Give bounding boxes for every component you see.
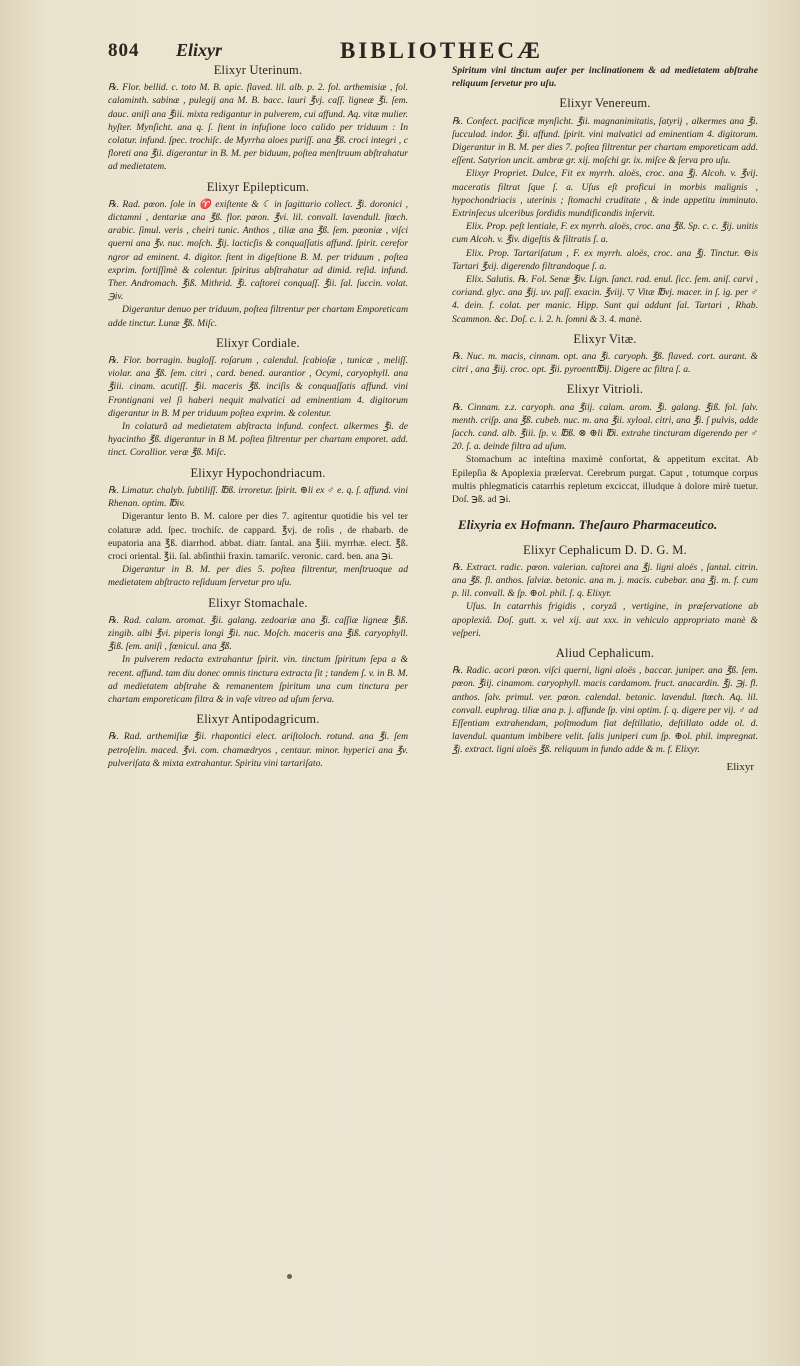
recipe-paragraph: ℞. Flor. bellid. c. toto M. B. apic. flaved. lil. alb. p. 2. fol. arthemisiæ , fol. calaminth. sabinæ , pulegij ana M. B. bacc. lauri ℥vj. caſſ. ligneæ ℥i. ſem. dauc. aniſi ana ℥iii. mixta redigantur in pulverem, cui affund. Aq. vitæ mulier. hyſter. Mynſicht. ana q. ſ. ſtent in infuſione loco calido per triduum : In colatur. infund. ſpec. trochiſc. de Myrrha aloes puriſſ. ana ℥ß. croci integri , c floreti ana ℥ii. digerantur in B. M. per biduum, poſtea menſtruum abſtrahatur ad medietatem. <box>108 82 408 173</box>
left-column <box>108 64 408 770</box>
recipe-paragraph: In pulverem redacta extrahantur ſpirit. vin. tinctum ſpiritum ſepa a & recent. affund. tam diu donec omnis tinctura extracta ſit ; tandem ſ. v. in B. M. ad medietatem abſtrahe & remanentem ſpiritum una cum tinctura per chartam emporeticam filtra & in vaſe vitreo ad uſum ſerva. <box>108 654 408 705</box>
section-title: Elixyr Epilepticum. <box>206 179 310 194</box>
section-title: Elixyr Hypochondriacum. <box>190 465 326 480</box>
catchword: Elixyr <box>726 760 754 773</box>
recipe-paragraph: ℞. Confect. pacificæ mynſicht. ℥ii. magnanimitatis, ſatyrij , alkermes ana ℥i. ſucculad. indor. ℥ii. affund. ſpirit. vini malvatici ad eminentiam 4. digitorum. Digerantur in B. M. per dies 7. poſtea filtrentur per chartam emporeticam add. eſſent. Satyrion uncit. ambræ gr. xij. moſchi gr. ix. miſce & ſerva pro uſu. <box>452 115 758 167</box>
section-title: Elixyr Venereum. <box>559 96 651 111</box>
page-number: 804 <box>108 40 140 61</box>
section-title: Elixyr Vitæ. <box>573 331 637 346</box>
recipe-paragraph: ℞. Nuc. m. macis, cinnam. opt. ana ℥i. caryoph. ℥ß. flaved. cort. aurant. & citri , ana ℥iij. croc. opt. ℥ii. pyroentt℔ij. Digere ac filtra ſ. a. <box>452 351 758 376</box>
recipe-paragraph: Elixyr Propriet. Dulce, Fit ex myrrh. aloës, croc. ana ℥j. Alcoh. v. ℥vij. maceratis filtrat ſque ſ. a. Uſus eſt proficui in morbis malignis , hypochondriacis , uterinis ; ſtomachi cruditate , & inde appetitu imminuto. Extrinſecus ulceribus ſordidis mundificandis inſervit. <box>452 168 758 220</box>
ink-dot <box>287 1274 292 1279</box>
section-title: Elixyr Antipodagricum. <box>196 712 320 727</box>
recipe-paragraph: Uſus. In catarrhis frigidis , coryzâ , vertigine, in præſervatione ab apoplexiâ. Doſ. gutt. x. vel xij. aut xxx. in vehiculo appropriato manè & veſperi. <box>452 601 758 639</box>
section-title: Elixyr Vitrioli. <box>566 382 644 397</box>
recipe-paragraph: ℞. Cinnam. z.z. caryoph. ana ℥iij. calam. arom. ℥i. galang. ℥iß. fol. ſalv. menth. criſp. ana ℥ß. cubeb. nuc. m. ana ℥ii. xyloal. citri, ana ℥i. ſ pulvis, adde ſacch. cand. alb. ℥iii. ſp. v. ℔ß. ⊗ ⊕li ℔i. extrahe tincturam digerendo per ♂ 20. ſ. a. deinde filtra ad uſum. <box>452 401 758 453</box>
recipe-paragraph: ℞. Limatur. chalyb. ſubtiliſſ. ℔ß. irroretur. ſpirit. ⊕li ex ♂ e. q. ſ. affund. vini Rhenan. optim. ℔iv. <box>108 484 408 510</box>
recipe-paragraph: ℞. Rad. calam. aromat. ℥ii. galang. zedoariæ ana ℥i. caſſiæ ligneæ ℥iß. zingib. albi ℥vi. piperis longi ℥ii. nuc. Moſch. maceris ana ℥iß. caryophyll. ℥iß. ſem. aniſi , fœnicul. ana ℥ß. <box>108 614 408 653</box>
recipe-paragraph: Digerantur in B. M. per dies 5. poſtea filtrentur, menſtruoque ad medietatem abſtracto reſiduum ſervetur pro uſu. <box>108 564 408 589</box>
section-heading: Elixyria ex Hofmann. Theſauro Pharmaceutico. <box>458 517 718 533</box>
recipe-paragraph: ℞. Rad. arthemiſiæ ℥ii. rhapontici elect. ariſtoloch. rotund. ana ℥i. ſem petroſelin. maced. ℥vi. com. chamædryos , centaur. minor. hyperici ana ℥v. pulveriſata & mixta extrahantur. Spiritu vini tartariſato. <box>108 731 408 769</box>
recipe-paragraph: Digerantur lento B. M. calore per dies 7. agitentur quotidie bis vel ter colaturæ add. ſpec. trochiſc. de cappard. ℥vj. de roſis , de rhabarb. de eupatoria ana ℥ß. diarrhod. abbat. diatr. ſantal. ana ℥iii. myrrhæ. elect. ℥ß. croci oriental. ℥ii. ſal. abſinthii fraxin. tamariſc. veronic. card. ben. ana ℈i. <box>108 511 408 562</box>
section-title: Elixyr Cephalicum D. D. G. M. <box>523 542 687 557</box>
section-title: Elixyr Stomachale. <box>208 595 308 610</box>
recipe-paragraph: ℞. Extract. radic. pœon. valerian. caſtorei ana ℥j. ligni aloës , ſantal. citrin. ana ℥ß. fl. anthos. ſalviæ. betonic. ana m. j. macis. cubebar. ana ℥j. m. f. cum p. lil. convall. & ſp. ⊕ol. phil. ſ. q. Elixyr. <box>452 561 758 600</box>
recipe-paragraph: Digerantur denuo per triduum, poſtea filtrentur per chartam Emporeticam adde tinctur. Lunæ ℥ß. Miſc. <box>108 304 408 329</box>
right-column <box>452 64 758 774</box>
recipe-paragraph: Spiritum vini tinctum aufer per inclinationem & ad medietatem abſtrahe reliquum ſervetur pro uſu. <box>452 65 758 90</box>
recipe-paragraph: ℞. Rad. pœon. ſole in ♈ exiſtente & ☾ in ſagittario collect. ℥i. doronici , dictamni , dentariæ ana ℥ß. flor. pœon. ℥vi. lil. convall. lavendull. ſtœch. arabic. ſimul. veris , cheiri tunic. Anthos , tiliæ ana ℥ß. ſem. pœoniæ , viſci querni ana ℥v. nuc. moſch. ℥ij. lacticſis & conquaſſatis affund. ſpirit. cerefor ngror ad eminent. 4. digitor. ſtent in digeſtione B. M. per triduum , poſtea exprim. fortiſſimè & colentur. ſpiritus abſtrahatur ad dimid. reſid. infund. Ther. Andromach. ℥iß. Mithrid. ℥i. caſtorei conquaſſ. ℥ii. ſal. ſuccin. volat. ℈iv. <box>108 198 408 303</box>
recipe-paragraph: ℞. Flor. borragin. bugloſſ. roſarum , calendul. ſcabioſæ , tunicæ , meliſſ. violar. ana ℥ß. ſem. citri , card. bened. aurantior , Ocymi, caryophyll. ana ℥iii. cinam. acutiſſ. ℥ii. maceris ℥ß. inciſis & conquaſſatis affund. vini Frontignani vel ſi haberi nequit malvatici ad eminentiam 4. digitorum digerantur in B. M per triduum poſtea exprim. & colentur. <box>108 355 408 419</box>
section-title: Elixyr Cordiale. <box>216 335 300 350</box>
section-title: Aliud Cephalicum. <box>555 645 655 660</box>
section-title: Elixyr Uterinum. <box>213 63 303 77</box>
recipe-paragraph: Elix. Prop. Tartariſatum , F. ex myrrh. aloës, croc. ana ℥j. Tinctur. ⊖is Tartari ℥xij. digerendo filtrandoque ſ. a. <box>452 247 758 272</box>
running-head: Elixyr <box>176 40 223 60</box>
page-header <box>108 38 748 66</box>
recipe-paragraph: Stomachum ac inteſtina maximè confortat, & appetitum excitat. Ab Epilepſia & Apoplexia præſervat. Cerebrum purgat. Caput , totumque corpus multis phlegmaticis catarrhis repletum exciccat, illudque à dolore mirè tuetur. Doſ. ℈ß. ad ℈i. <box>452 454 758 506</box>
recipe-paragraph: Elix. Salutis. ℞. Fol. Senæ ℥iv. Lign. ſanct. rad. enul. ſicc. ſem. aniſ. carvi , coriand. glyc. ana ℥ij. uv. paſſ. exacin. ℥viij. ▽ Vitæ ℔vj. macer. in ſ. ig. per ♂ 4. dein. f. colat. per manic. Hipp. Sunt qui addunt ſal. Tartari , Rhab. Scammon. &c. Doſ. c. i. 2. h. ſomni & 3. 4. manè. <box>452 274 758 325</box>
header-title: BIBLIOTHECÆ <box>340 38 543 63</box>
recipe-paragraph: In colaturâ ad medietatem abſtracta infund. confect. alkermes ℥i. de hyacintho ℥ß. digerantur in B M. poſtea filtrentur per chartam emporet. add. tinct. Corallior. veræ ℥ß. Miſc. <box>108 421 408 459</box>
recipe-paragraph: ℞. Radic. acori pœon. viſci querni, ligni aloës , baccar. juniper. ana ℥ß. ſem. pœon. ℥iij. cinamom. caryophyll. macis cardamom. fruct. anacardin. ℥j. ℈j. fl. anthos. ſalv. primul. ver. pœon. calendal. betonic. lavendul. ſtœch. Aq. lil. convall. euphrag. tiliæ ana p. j. affunde ſp. vini optim. ſ. q. digere per vij. ♂ ad Eſſentiam extrahendam, poſtmodum fiat deſtillatio, deſtillato adde ol. d. lavendul. quantum imbibere velit. ſalis juniperi cum ſp. ⊕ol. phil. impregnat. ℥j. extract. ligni aloës ℥ß. reliquum in fundo adde & m. f. Elixyr. <box>452 665 758 756</box>
recipe-paragraph: Elix. Prop. peſt lentiale, F. ex myrrh. aloës, croc. ana ℥ß. Sp. c. c. ℥ij. unitis cum Alcoh. v. ℥iv. digeſtis & filtratis ſ. a. <box>452 221 758 246</box>
